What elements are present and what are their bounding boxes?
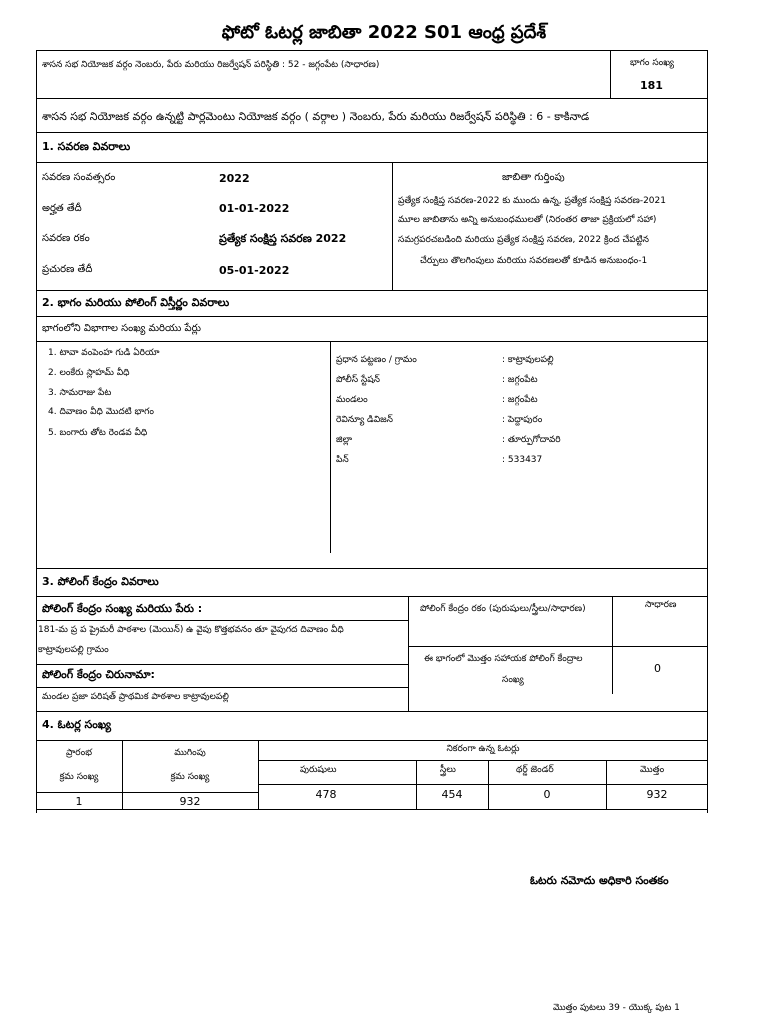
mandal-label: మండలం	[336, 395, 368, 405]
total-count: 932	[646, 788, 668, 801]
assembly-line: శాసన సభ నియోజక వర్గం నెంబరు, పేరు మరియు రిజర్వేషన్ పరిస్థితి : 52 - జగ్గంపేట (సాధారణ)	[42, 60, 380, 70]
list-item: 4. దివాణం వీధి మొదటి భాగం	[48, 407, 154, 417]
main-town-label: ప్రధాన పట్టణం / గ్రామం	[336, 355, 417, 365]
list-item: 5. బంగారు తోట రెండవ వీధి	[48, 428, 148, 438]
page-title: ఫోటో ఓటర్ల జాబితా 2022 S01 ఆంధ్ర ప్రదేశ్	[221, 22, 547, 43]
revenue-division-label: రెవిన్యూ డివిజన్	[336, 415, 394, 425]
list-id-line-2: మూల జాబితాను అన్ని అనుబంధములతో (నిరంతర తాజా ప్రక్రియలో సహా)	[398, 215, 657, 225]
list-id-line-1: ప్రత్యేక సంక్షిప్త సవరణ-2022 కు ముందు ఉన్న, ప్రత్యేక సంక్షిప్త సవరణ-2021	[398, 196, 666, 206]
total-label: మొత్తం	[640, 765, 665, 775]
police-station-label: పోలీస్ స్టేషన్	[336, 375, 380, 385]
district-value: : తూర్పుగోదావరి	[502, 435, 561, 445]
address-value: మండల ప్రజా పరిషత్ ప్రాథమిక పాఠశాల కాట్రావులపల్లి	[42, 692, 229, 702]
qualifying-date-label: అర్హత తేదీ	[42, 203, 82, 214]
third-gender-count: 0	[543, 788, 551, 801]
female-count: 454	[441, 788, 463, 801]
publication-date-value: 05-01-2022	[219, 264, 290, 277]
male-count: 478	[315, 788, 337, 801]
section4-heading: 4. ఓటర్ల సంఖ్య	[42, 718, 112, 731]
pin-value: : 533437	[502, 455, 543, 465]
female-label: స్త్రీలు	[440, 765, 456, 775]
station-type-label: పోలింగ్ కేంద్రం రకం (పురుషులు/స్త్రీలు/సాధారణ)	[420, 604, 586, 614]
station-value-line-1: 181-మ ప్ర ప ప్రైమరీ పాఠశాల (మెయిన్) ఉ వైపు కొత్తభవనం తూ వైపుగద దివాణం వీధి	[38, 625, 344, 635]
section1-heading: 1. సవరణ వివరాలు	[42, 140, 131, 153]
publication-date-label: ప్రచురణ తేదీ	[42, 264, 93, 275]
qualifying-date-value: 01-01-2022	[219, 202, 290, 215]
station-value-line-2: కాట్రావులపల్లి గ్రామం	[38, 645, 109, 655]
start-serial-label-2: క్రమ సంఖ్య	[59, 772, 99, 782]
station-type-value: సాధారణ	[645, 600, 677, 610]
revision-year-value: 2022	[219, 172, 250, 185]
aux-stations-label-line-1: ఈ భాగంలో మొత్తం సహాయక పోలింగ్ కేంద్రాల	[424, 654, 583, 664]
list-id-heading: జాబితా గుర్తింపు	[502, 172, 565, 183]
part-number-value: 181	[640, 79, 663, 92]
station-label: పోలింగ్ కేంద్రం సంఖ్య మరియు పేరు :	[42, 602, 203, 615]
third-gender-label: థర్డ్ జెండర్	[516, 765, 554, 775]
district-label: జిల్లా	[336, 435, 353, 445]
list-item: 2. లంకేరు స్లాహమ్ వీధి	[48, 368, 130, 378]
end-serial-label-1: ముగింపు	[174, 748, 206, 758]
start-serial-label-1: ప్రారంభ	[66, 748, 92, 758]
revision-year-label: సవరణ సంవత్సరం	[42, 172, 116, 183]
start-serial-value: 1	[75, 795, 83, 808]
page-info: మొత్తం పుటలు 39 - యొక్క పుట 1	[553, 1003, 680, 1013]
section2-subheading: భాగంలోని విభాగాల సంఖ్య మరియు పేర్లు	[42, 323, 201, 334]
aux-stations-value: 0	[654, 662, 661, 675]
net-voters-label: నికరంగా ఉన్న ఓటర్లు	[446, 744, 520, 754]
pin-label: పిన్	[336, 455, 349, 465]
section3-heading: 3. పోలింగ్ కేంద్రం వివరాలు	[42, 575, 159, 588]
section2-heading: 2. భాగం మరియు పోలింగ్ విస్తీర్ణం వివరాలు	[42, 296, 230, 309]
end-serial-value: 932	[179, 795, 201, 808]
list-item: 3. సామరాజు పేట	[48, 388, 112, 398]
male-label: పురుషులు	[300, 765, 337, 775]
main-town-value: : కాట్రావులపల్లి	[502, 355, 554, 365]
signature-label: ఓటరు నమోదు అధికారి సంతకం	[530, 874, 669, 887]
revision-type-value: ప్రత్యేక సంక్షిప్త సవరణ 2022	[219, 232, 347, 245]
police-station-value: : జగ్గంపేట	[502, 375, 538, 385]
mandal-value: : జగ్గంపేట	[502, 395, 538, 405]
aux-stations-label-line-2: సంఖ్య	[502, 675, 524, 685]
end-serial-label-2: క్రమ సంఖ్య	[170, 772, 210, 782]
list-id-line-4: చేర్పులు తొలగింపులు మరియు సవరణలతో కూడిన అనుబంధం-1	[420, 256, 648, 266]
list-id-line-3: సమగ్రపరచబడింది మరియు ప్రత్యేక సంక్షిప్త సవరణ, 2022 క్రింద చేపట్టిన	[398, 235, 649, 245]
address-label: పోలింగ్ కేంద్రం చిరునామా:	[42, 668, 155, 681]
part-number-label: భాగం సంఖ్య	[630, 58, 675, 68]
revision-type-label: సవరణ రకం	[42, 233, 90, 244]
list-item: 1. టావా వంపెంహ గుడి ఏరియా	[48, 348, 160, 358]
parliament-line: శాసన సభ నియోజక వర్గం ఉన్నట్టి పార్లమెంటు నియోజక వర్గం ( వర్గాల ) నెంబరు, పేరు మరియు రిజర్వేషన్ పరిస్థితి : 6 - కాకినాడ	[42, 110, 590, 123]
revenue-division-value: : పెద్దాపురం	[502, 415, 543, 425]
